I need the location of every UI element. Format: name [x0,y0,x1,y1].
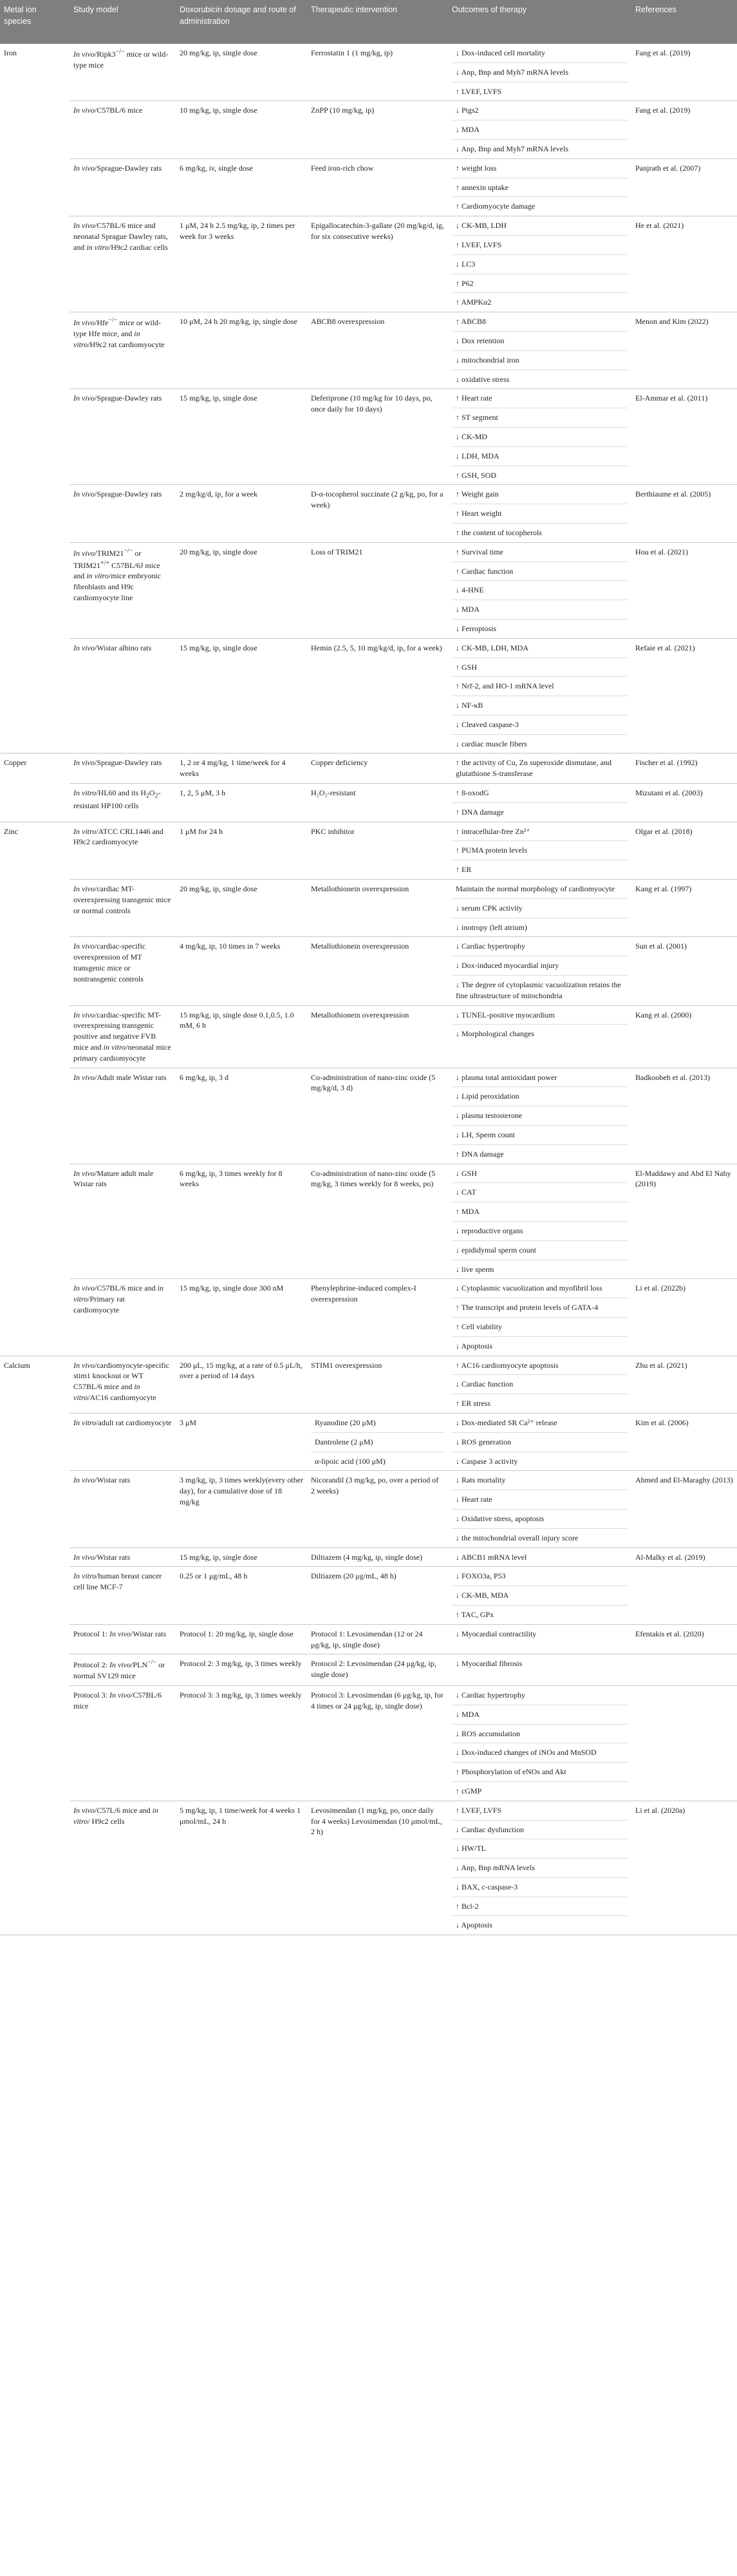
study-model-cell: In vivo/Sprague-Dawley rats [70,389,176,485]
reference-cell: Olgar et al. (2018) [631,822,737,879]
dosage-cell: 15 mg/kg, ip, single dose [176,638,307,753]
outcome-item: ↓ Lipid peroxidation [452,1087,628,1106]
intervention-cell: Co-administration of nano-zinc oxide (5 mg/kg/d, 3 d) [307,1068,448,1164]
outcomes-cell [448,312,631,389]
table-row [0,880,737,937]
study-model-cell: In vivo/Adult male Wistar rats [70,1068,176,1164]
table-row [0,485,737,542]
table-row [0,389,737,485]
outcomes-cell [448,880,631,937]
outcome-item: ↑ MDA [452,1202,628,1222]
intervention-cell: Co-administration of nano-zinc oxide (5 mg/kg, 3 times weekly for 8 weeks, po) [307,1164,448,1279]
reference-cell: Kim et al. (2006) [631,1413,737,1470]
outcomes-cell [448,784,631,822]
outcomes-cell [448,542,631,638]
reference-cell: Refaie et al. (2021) [631,638,737,753]
outcome-item: ↑ GSH, SOD [456,470,497,480]
outcome-item: ↓ serum CPK activity [452,899,628,918]
outcomes-cell [448,389,631,485]
outcome-item: ↑ LVEF, LVFS [456,86,502,96]
outcome-item: ↓ inotropy (left atrium) [456,922,527,932]
reference-cell: El-Maddawy and Abd El Naby (2019) [631,1164,737,1279]
study-model-cell: In vitro/human breast cancer cell line MCF-7 [70,1567,176,1624]
outcome-item: ↑ Heart rate [452,393,628,408]
metal-ion-species-cell: Zinc [0,822,70,1356]
outcome-item: ↑ ER [456,865,472,875]
reference-cell: Kang et al. (1997) [631,880,737,937]
outcome-item: ↑ LVEF, LVFS [452,236,628,255]
outcome-item: ↓ ABCB1 mRNA level [456,1552,527,1562]
outcome-item: ↓ Apoptosis [456,1920,493,1930]
outcome-item: ↑ ST segment [452,408,628,428]
outcome-item: ↓ Dox-mediated SR Ca²⁺ release [452,1417,628,1433]
table-row [0,784,737,822]
study-model-cell: In vivo/cardiomyocyte-specific stim1 knockout or WT C57BL/6 mice and in vitro/AC16 cardiomyocyte [70,1356,176,1413]
intervention-cell: Nicorandil (3 mg/kg, po, over a period of 2 weeks) [307,1471,448,1548]
outcome-item: ↑ Cardiac function [452,562,628,582]
outcomes-cell [448,1164,631,1279]
table-row [0,1356,737,1413]
metal-ion-species-cell: Calcium [0,1356,70,1935]
study-model-cell: In vivo/Mature adult male Wistar rats [70,1164,176,1279]
dosage-cell: 10 μM, 24 h 20 mg/kg, ip, single dose [176,312,307,389]
study-model-cell: In vitro/adult rat cardiomyocyte [70,1413,176,1470]
outcomes-cell [448,1279,631,1356]
reference-cell: Hou et al. (2021) [631,542,737,638]
dosage-cell: 15 mg/kg, ip, single dose 0.1,0.5, 1.0 mM, 6 h [176,1005,307,1068]
dosage-cell: 1 μM for 24 h [176,822,307,879]
outcome-item: ↓ 4-HNE [452,581,628,600]
dosage-cell: 20 mg/kg, ip, single dose [176,44,307,101]
dosage-cell: 0.25 or 1 μg/mL, 48 h [176,1567,307,1624]
reference-cell: Fang et al. (2019) [631,44,737,101]
outcome-item: ↑ weight loss [452,163,628,178]
outcome-item: ↓ Cardiac hypertrophy [452,1690,628,1705]
outcomes-cell [448,638,631,753]
table-row [0,1413,737,1470]
table-row [0,312,737,389]
outcome-item: ↓ The degree of cytoplasmic vacuolization retains the fine ultrastructure of mitochondria [456,980,621,1000]
intervention-cell: Epigallocatechin-3-gallate (20 mg/kg/d, ig, for six consecutive weeks) [307,216,448,312]
outcomes-cell [448,753,631,784]
reference-cell: Ahmed and El-Maraghy (2013) [631,1471,737,1548]
outcome-item: ↓ Anp, Bnp mRNA levels [452,1859,628,1878]
dosage-cell: Protocol 2: 3 mg/kg, ip, 3 times weekly [176,1654,307,1686]
intervention-cell: Feed iron-rich chow [307,158,448,216]
study-model-cell: In vivo/cardiac MT-overexpressing transgenic mice or normal controls [70,880,176,937]
study-model-cell: In vivo/C57L/6 mice and in vitro/ H9c2 cells [70,1801,176,1935]
intervention-cell: Ferrostatin 1 (1 mg/kg, ip) [307,44,448,101]
outcome-item: ↓ Morphological changes [456,1029,534,1039]
outcome-item: ↓ Dox retention [452,332,628,351]
table-body [0,44,737,1935]
outcome-item: ↓ CAT [452,1183,628,1202]
dosage-cell: 15 mg/kg, ip, single dose [176,1548,307,1567]
study-model-cell: In vivo/Sprague-Dawley rats [70,753,176,784]
outcome-item: ↑ The transcript and protein levels of GATA-4 [452,1298,628,1318]
outcomes-cell [448,485,631,542]
outcome-item: ↑ Survival time [452,547,628,562]
outcome-item: ↓ GSH [452,1168,628,1184]
study-model-cell: In vitro/ATCC CRL1446 and H9c2 cardiomyocyte [70,822,176,879]
outcome-item: ↓ LDH, MDA [452,447,628,466]
header-references: References [631,0,737,44]
outcomes-cell [448,1548,631,1567]
outcome-item: ↓ Cardiac hypertrophy [452,941,628,956]
dosage-cell: 6 mg/kg, ip, 3 times weekly for 8 weeks [176,1164,307,1279]
outcome-item: ↑ Cell viability [452,1318,628,1337]
outcome-item: ↑ Bcl-2 [452,1897,628,1917]
dosage-cell: 1, 2 or 4 mg/kg, 1 time/week for 4 weeks [176,753,307,784]
intervention-cell: Diltiazem (4 mg/kg, ip, single dose) [307,1548,448,1567]
outcome-item: ↑ DNA damage [456,807,504,817]
outcomes-cell [448,44,631,101]
dosage-cell: 5 mg/kg, ip, 1 time/week for 4 weeks 1 μmol/mL, 24 h [176,1801,307,1935]
study-model-cell: In vivo/C57BL/6 mice and neonatal Sprague Dawley rats, and in vitro/H9c2 cardiac cells [70,216,176,312]
outcomes-cell [448,1413,631,1470]
study-model-cell: Protocol 1: In vivo/Wistar rats [70,1624,176,1654]
outcome-item: Maintain the normal morphology of cardiomyocyte [452,884,628,899]
study-model-cell: In vivo/TRIM21−/− or TRIM21+/+ C57BL/6J mice and in vitro/mice embryonic fibroblasts and H9c cardiomyocyte line [70,542,176,638]
intervention-line: Dantrolene (2 μM) [311,1433,444,1452]
intervention-cell: Hemin (2.5, 5, 10 mg/kg/d, ip, for a week) [307,638,448,753]
intervention-cell: Metallothionein overexpression [307,1005,448,1068]
outcome-item: ↓ Caspase 3 activity [456,1456,518,1466]
dosage-cell: 6 mg/kg, iv, single dose [176,158,307,216]
outcome-item: ↑ annexin uptake [452,178,628,198]
reference-cell: Al-Malky et al. (2019) [631,1548,737,1567]
outcome-item: ↑ Cardiomyocyte damage [456,202,536,211]
outcome-item: ↑ Nrf-2, and HO-1 mRNA level [452,677,628,696]
outcome-item: ↑ PUMA protein levels [452,841,628,860]
study-model-cell: In vivo/Sprague-Dawley rats [70,485,176,542]
study-model-cell: In vivo/cardiac-specific MT-overexpressing transgenic positive and negative FVB mice and in vitro/neonatal mice primary cardiomyocyte [70,1005,176,1068]
outcome-item: ↓ CK-MB, MDA [452,1586,628,1605]
outcome-item: ↓ mitochondrial iron [452,351,628,370]
reference-cell [631,1685,737,1801]
dosage-cell: 200 μL, 15 mg/kg, at a rate of 0.5 μL/h, over a period of 14 days [176,1356,307,1413]
table-row [0,1548,737,1567]
intervention-cell: Phenylephrine-induced complex-I overexpression [307,1279,448,1356]
table-header-row [0,0,737,44]
outcome-item: ↑ Weight gain [452,489,628,504]
study-model-cell: Protocol 2: In vivo/PLN−/− or normal SV129 mice [70,1654,176,1686]
intervention-line: α-lipoic acid (100 μM) [315,1456,386,1466]
outcome-item: ↑ 8-oxodG [452,788,628,803]
intervention-cell: Protocol 1: Levosimendan (12 or 24 μg/kg, ip, single dose) [307,1624,448,1654]
table-row [0,101,737,158]
dosage-cell: 10 mg/kg, ip, single dose [176,101,307,158]
outcomes-cell [448,1068,631,1164]
table-row [0,1068,737,1164]
outcomes-cell [448,1356,631,1413]
outcome-item: ↓ Cytoplasmic vacuolization and myofibril loss [452,1283,628,1298]
reference-cell: Zhu et al. (2021) [631,1356,737,1413]
reference-cell: Li et al. (2022b) [631,1279,737,1356]
study-model-cell: In vivo/C57BL/6 mice [70,101,176,158]
outcome-item: ↓ Apoptosis [456,1341,493,1350]
dosage-cell: 20 mg/kg, ip, single dose [176,542,307,638]
outcome-item: ↓ Anp, Bnp and Myh7 mRNA levels [456,144,569,153]
intervention-cell: Protocol 3: Levosimendan (6 μg/kg, ip, for 4 times or 24 μg/kg, ip, single dose) [307,1685,448,1801]
outcomes-cell [448,937,631,1005]
study-model-cell: In vivo/Wistar rats [70,1548,176,1567]
study-model-cell: In vivo/Wistar albino rats [70,638,176,753]
intervention-cell: Diltiazem (20 μg/mL, 48 h) [307,1567,448,1624]
outcome-item: ↑ the content of tocopherols [456,527,542,537]
outcome-item: ↓ Ferroptosis [456,623,496,633]
outcome-item: ↓ oxidative stress [456,374,510,384]
outcome-item: ↓ Cardiac dysfunction [452,1821,628,1840]
outcome-item: ↓ LH, Sperm count [452,1126,628,1145]
table-row [0,158,737,216]
table-row [0,1654,737,1686]
header-study-model: Study model [70,0,176,44]
table-row [0,1005,737,1068]
header-therapeutic-intervention: Therapeutic intervention [307,0,448,44]
outcomes-cell [448,101,631,158]
outcome-item: ↑ DNA damage [456,1149,504,1159]
intervention-cell: PKC inhibitor [307,822,448,879]
dosage-cell: Protocol 1: 20 mg/kg, ip, single dose [176,1624,307,1654]
reference-cell: Li et al. (2020a) [631,1801,737,1935]
outcome-item: ↑ ER stress [456,1399,490,1408]
metal-ion-species-cell: Iron [0,44,70,753]
outcome-item: ↓ Cleaved caspase-3 [452,715,628,735]
header-metal-ion-species: Metal ion species [0,0,70,44]
outcome-item: ↓ Cardiac function [452,1375,628,1394]
intervention-cell: ZnPP (10 mg/kg, ip) [307,101,448,158]
reference-cell: El-Ammar et al. (2011) [631,389,737,485]
dosage-cell: 3 mg/kg, ip, 3 times weekly(every other day), for a cumulative dose of 18 mg/kg [176,1471,307,1548]
outcome-item: ↓ reproductive organs [452,1222,628,1241]
outcome-item: ↓ NF-κB [452,696,628,715]
outcome-item: ↓ CK-MD [452,428,628,447]
outcome-item: ↓ Myocardial fibrosis [456,1659,523,1669]
outcomes-cell [448,1005,631,1068]
intervention-cell: Loss of TRIM21 [307,542,448,638]
table-row [0,1624,737,1654]
table-row [0,1685,737,1801]
outcomes-cell [448,158,631,216]
outcome-item: ↑ Phosphorylation of eNOs and Akt [452,1763,628,1782]
table-row [0,1471,737,1548]
outcome-item: ↓ the mitochondrial overall injury score [456,1533,579,1542]
outcome-item: ↓ FOXO3a, P53 [452,1571,628,1586]
outcome-item: ↓ ROS accumulation [452,1725,628,1744]
outcome-item: ↓ cardiac muscle fibers [456,739,527,748]
study-model-cell: In vitro/HL60 and its $H_2O_2$-resistant HP100 cells [70,784,176,822]
outcome-item: ↓ CK-MB, LDH [452,220,628,236]
outcome-item: ↓ MDA [452,600,628,620]
intervention-line: Ryanodine (20 μM) [311,1417,444,1433]
outcome-item: ↑ cGMP [456,1786,482,1795]
intervention-cell [307,1413,448,1470]
outcomes-cell [448,1624,631,1654]
reference-cell: Sun et al. (2001) [631,937,737,1005]
outcome-item: ↓ BAX, c-caspase-3 [452,1878,628,1897]
outcome-item: ↓ ROS generation [452,1433,628,1452]
dosage-cell: 1, 2, 5 μM, 3 h [176,784,307,822]
dosage-cell: 3 μM [176,1413,307,1470]
outcome-item: ↑ TAC, GPx [456,1609,494,1619]
intervention-cell: STIM1 overexpression [307,1356,448,1413]
outcome-item: ↓ epididymal sperm count [452,1241,628,1260]
outcomes-cell [448,822,631,879]
table-row [0,753,737,784]
outcome-item: ↓ Oxidative stress, apoptosis [452,1510,628,1529]
dosage-cell: Protocol 3: 3 mg/kg, ip, 3 times weekly [176,1685,307,1801]
outcome-item: ↓ plasma total antioxidant power [452,1072,628,1088]
reference-cell [631,1567,737,1624]
outcomes-cell [448,1654,631,1686]
table-row [0,937,737,1005]
dosage-cell: 2 mg/kg/d, ip, for a week [176,485,307,542]
study-model-cell: Protocol 3: In vivo/C57BL/6 mice [70,1685,176,1801]
intervention-cell: Metallothionein overexpression [307,880,448,937]
outcome-item: ↑ the activity of Cu, Zn superoxide dismutase, and glutathione S-transferase [456,758,611,779]
table-row [0,638,737,753]
outcome-item: ↑ AC16 cardiomyocyte apoptosis [452,1360,628,1376]
reference-cell: Kang et al. (2000) [631,1005,737,1068]
table-row [0,1164,737,1279]
outcome-item: ↓ MDA [452,120,628,140]
outcome-item: ↓ MDA [452,1705,628,1725]
table-row [0,216,737,312]
outcome-item: ↓ Myocardial contractility [456,1629,537,1638]
outcome-item: ↑ AMPKα2 [456,298,492,307]
outcomes-cell [448,216,631,312]
reference-cell: Badkoobeh et al. (2013) [631,1068,737,1164]
study-model-cell: In vivo/Hfe−/− mice or wild-type Hfe mice, and in vitro/H9c2 rat cardiomyocyte [70,312,176,389]
intervention-cell: Levosimendan (1 mg/kg, po, once daily for 4 weeks) Levosimendan (10 μmol/mL, 2 h) [307,1801,448,1935]
intervention-cell: H₂O₂-resistant [307,784,448,822]
outcome-item: ↑ Heart weight [452,504,628,524]
outcome-item: ↓ Dox-induced changes of iNOs and MnSOD [452,1743,628,1763]
table-row [0,1279,737,1356]
outcome-item: ↓ Ptgs2 [452,105,628,120]
study-model-cell: In vivo/C57BL/6 mice and in vitro/Primary rat cardiomyocyte [70,1279,176,1356]
dosage-cell: 1 μM, 24 h 2.5 mg/kg, ip, 2 times per week for 3 weeks [176,216,307,312]
reference-cell: Fang et al. (2019) [631,101,737,158]
table-row [0,1801,737,1935]
dosage-cell: 15 mg/kg, ip, single dose [176,389,307,485]
dosage-cell: 6 mg/kg, ip, 3 d [176,1068,307,1164]
study-model-cell: In vivo/Wistar rats [70,1471,176,1548]
outcome-item: ↓ CK-MB, LDH, MDA [452,643,628,658]
study-model-cell: In vivo/Sprague-Dawley rats [70,158,176,216]
reference-cell: Berthiaume et al. (2005) [631,485,737,542]
table-row [0,542,737,638]
dosage-cell: 15 mg/kg, ip, single dose 300 nM [176,1279,307,1356]
metal-ion-species-cell: Copper [0,753,70,822]
table-row [0,44,737,101]
outcomes-cell [448,1801,631,1935]
study-model-cell: In vivo/Ripk3−/− mice or wild-type mice [70,44,176,101]
reference-cell: He et al. (2021) [631,216,737,312]
reference-cell: Panjrath et al. (2007) [631,158,737,216]
reference-cell: Fischer et al. (1992) [631,753,737,784]
intervention-cell: Metallothionein overexpression [307,937,448,1005]
header-doxorubicin-dosage: Doxorubicin dosage and route of administration [176,0,307,44]
header-outcomes: Outcomes of therapy [448,0,631,44]
intervention-cell: Copper deficiency [307,753,448,784]
outcome-item: ↓ TUNEL-positive myocardium [452,1010,628,1025]
outcome-item: ↓ live sperm [456,1264,494,1274]
intervention-cell: Protocol 2: Levosimendan (24 μg/kg, ip, single dose) [307,1654,448,1686]
intervention-cell: Deferiprone (10 mg/kg for 10 days, po, once daily for 10 days) [307,389,448,485]
outcome-item: ↓ Anp, Bnp and Myh7 mRNA levels [452,63,628,82]
outcome-item: ↑ intracellular-free Zn²⁺ [452,826,628,842]
outcome-item: ↑ GSH [452,658,628,677]
dosage-cell: 4 mg/kg, ip, 10 times in 7 weeks [176,937,307,1005]
intervention-cell: D-α-tocopherol succinate (2 g/kg, po, for a week) [307,485,448,542]
outcomes-cell [448,1471,631,1548]
outcome-item: ↓ HW/TL [452,1839,628,1859]
outcome-item: ↓ Dox-induced cell mortality [452,48,628,63]
reference-cell: Menon and Kim (2022) [631,312,737,389]
reference-cell: Efentakis et al. (2020) [631,1624,737,1654]
outcomes-cell [448,1567,631,1624]
outcome-item: ↑ LVEF, LVFS [452,1805,628,1821]
outcome-item: ↓ Rats mortality [452,1475,628,1490]
outcome-item: ↓ Dox-induced myocardial injury [452,956,628,976]
outcome-item: ↑ P62 [452,274,628,294]
intervention-cell: ABCB8 overexpression [307,312,448,389]
outcome-item: ↑ ABCB8 [452,316,628,332]
study-model-cell: In vivo/cardiac-specific overexpression of MT transgenic mice or nontransgenic controls [70,937,176,1005]
outcome-item: ↓ Heart rate [452,1490,628,1510]
table-row [0,1567,737,1624]
reference-cell [631,1654,737,1686]
reference-cell: Mizutani et al. (2003) [631,784,737,822]
outcome-item: ↓ plasma testosterone [452,1106,628,1126]
outcome-item: ↓ LC3 [452,255,628,274]
dosage-cell: 20 mg/kg, ip, single dose [176,880,307,937]
table-row [0,822,737,879]
outcomes-cell [448,1685,631,1801]
